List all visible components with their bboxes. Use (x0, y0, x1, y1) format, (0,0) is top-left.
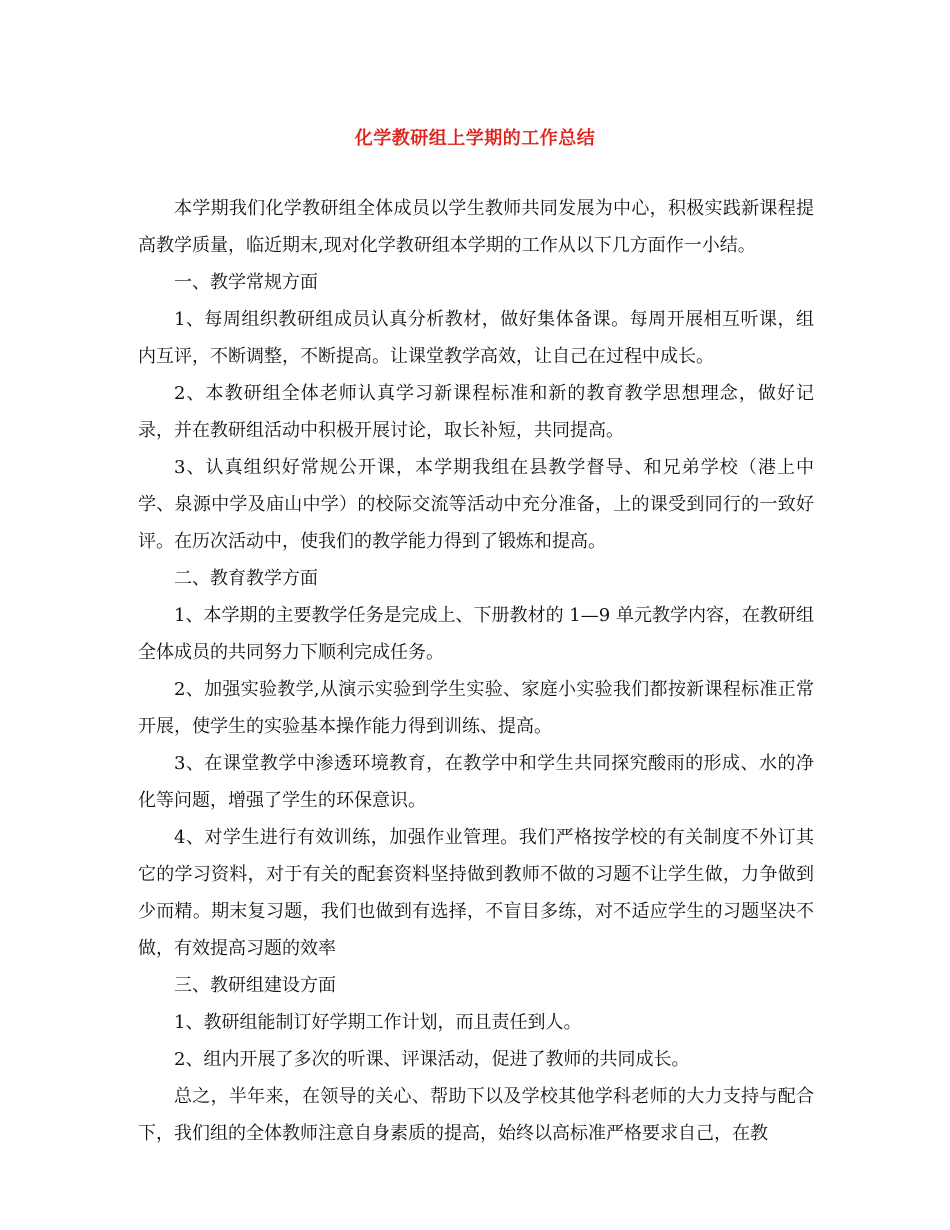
paragraph-intro: 本学期我们化学教研组全体成员以学生教师共同发展为中心，积极实践新课程提高教学质量，临近期末,现对化学教研组本学期的工作从以下几方面作一小结。 (138, 198, 814, 256)
paragraph-education-3: 3、在课堂教学中渗透环境教育，在教学中和学生共同探究酸雨的形成、水的净化等问题，增强了学生的环保意识。 (138, 753, 814, 811)
document-title: 化学教研组上学期的工作总结 (354, 128, 596, 149)
section-heading-education: 二、教育教学方面 (174, 568, 318, 589)
section-heading-group-building: 三、教研组建设方面 (174, 975, 336, 996)
document-body (138, 190, 814, 1152)
paragraph-education-4: 4、对学生进行有效训练，加强作业管理。我们严格按学校的有关制度不外订其它的学习资料，对于有关的配套资料坚持做到教师不做的习题不让学生做，力争做到少而精。期末复习题，我们也做到有选择，不盲目多练，对不适应学生的习题坚决不做，有效提高习题的效率 (138, 827, 814, 959)
paragraph-routine-2: 2、本教研组全体老师认真学习新课程标准和新的教育教学思想理念，做好记录，并在教研组活动中积极开展讨论，取长补短，共同提高。 (138, 383, 814, 441)
paragraph-conclusion: 总之，半年来，在领导的关心、帮助下以及学校其他学科老师的大力支持与配合下，我们组的全体教师注意自身素质的提高，始终以高标准严格要求自己，在教 (138, 1086, 814, 1144)
paragraph-building-2: 2、组内开展了多次的听课、评课活动，促进了教师的共同成长。 (174, 1049, 690, 1070)
paragraph-education-2: 2、加强实验教学,从演示实验到学生实验、家庭小实验我们都按新课程标准正常开展，使学生的实验基本操作能力得到训练、提高。 (138, 679, 814, 737)
section-heading-teaching-routine: 一、教学常规方面 (174, 272, 318, 293)
paragraph-education-1: 1、本学期的主要教学任务是完成上、下册教材的 1—9 单元教学内容，在教研组全体成员的共同努力下顺利完成任务。 (138, 605, 814, 663)
paragraph-routine-3: 3、认真组织好常规公开课，本学期我组在县教学督导、和兄弟学校（港上中学、泉源中学及庙山中学）的校际交流等活动中充分准备，上的课受到同行的一致好评。在历次活动中，使我们的教学能力得到了锻炼和提高。 (138, 457, 814, 552)
paragraph-building-1: 1、教研组能制订好学期工作计划，而且责任到人。 (174, 1012, 582, 1033)
paragraph-routine-1: 1、每周组织教研组成员认真分析教材，做好集体备课。每周开展相互听课，组内互评，不断调整，不断提高。让课堂教学高效，让自己在过程中成长。 (138, 309, 814, 367)
